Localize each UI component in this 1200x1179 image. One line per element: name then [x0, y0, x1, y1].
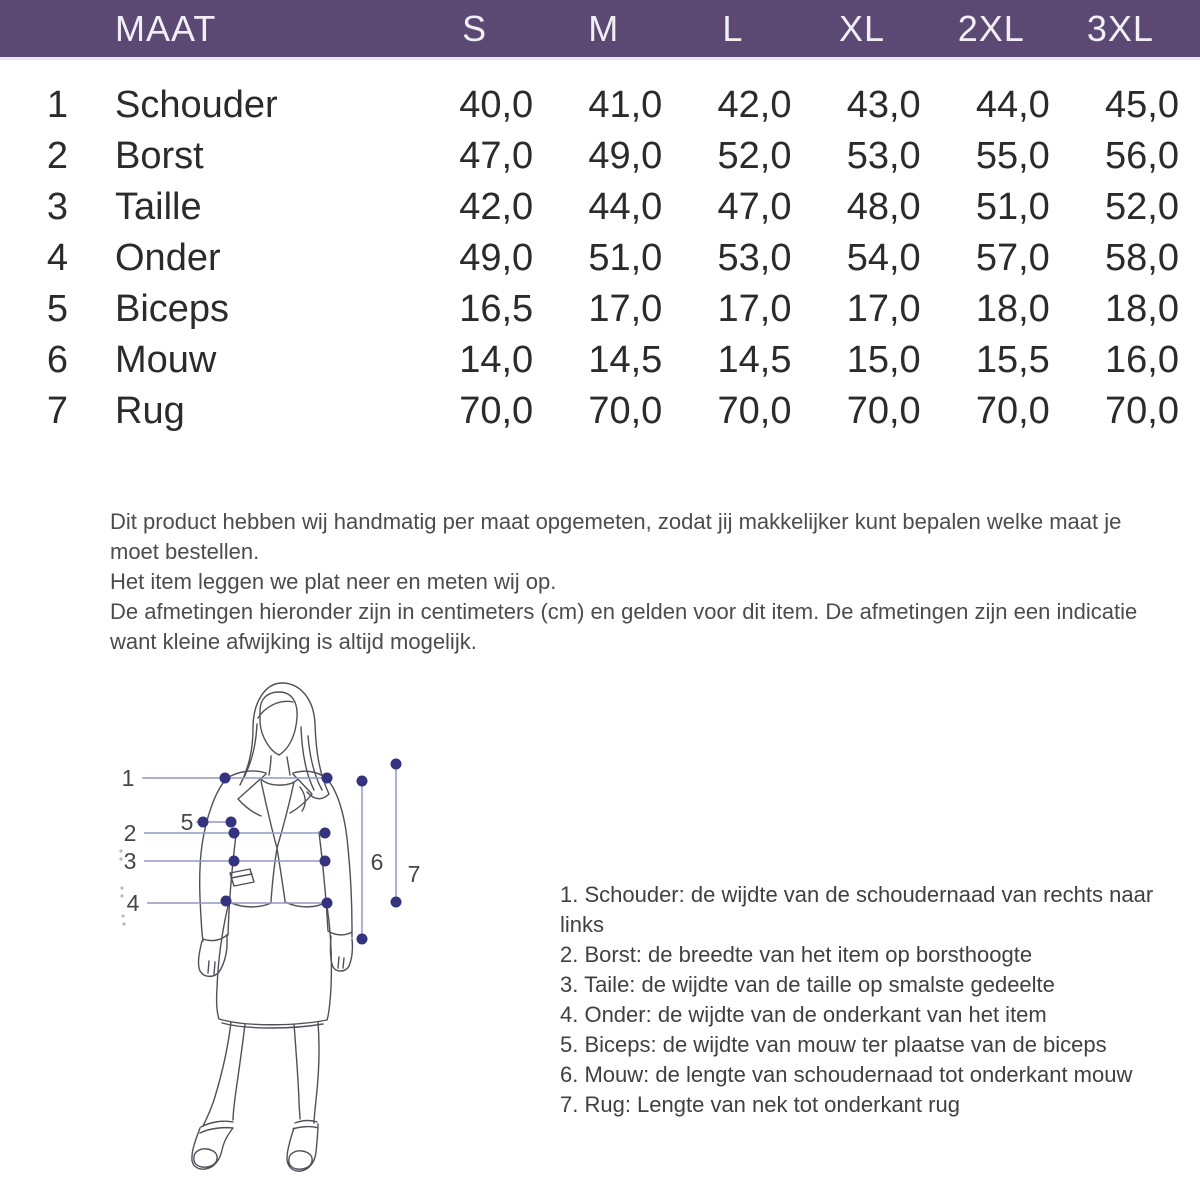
table-row-borst — [0, 131, 1185, 182]
cell-value: 55,0 — [975, 135, 1050, 177]
row-label: Borst — [115, 135, 204, 177]
measurement-legend — [560, 880, 1180, 1120]
cell-value: 58,0 — [1105, 237, 1179, 279]
woman-sketch — [192, 683, 352, 1171]
measure-dot — [229, 828, 240, 839]
cell-value: 57,0 — [975, 237, 1050, 279]
measure-label-7: 7 — [407, 861, 421, 887]
measure-dot — [357, 934, 368, 945]
size-table — [0, 80, 1185, 437]
cell-value: 53,0 — [846, 135, 921, 177]
measure-dot — [221, 896, 232, 907]
table-header-bar — [0, 0, 1200, 57]
measure-dot — [391, 759, 402, 770]
table-row-rug — [0, 386, 1185, 437]
measure-dot — [226, 817, 237, 828]
cell-value: 70,0 — [459, 390, 534, 432]
sketch-head — [240, 683, 329, 799]
legend-item-onder: 4. Onder: de wijdte van de onderkant van het item — [560, 1002, 1047, 1027]
faint-dot — [122, 922, 125, 925]
cell-value: 47,0 — [459, 135, 534, 177]
row-number: 3 — [46, 186, 69, 228]
table-row-onder — [0, 233, 1185, 284]
cell-value: 44,0 — [588, 186, 663, 228]
measurement-markers — [119, 759, 420, 945]
cell-value: 42,0 — [459, 186, 534, 228]
legend-item-taille: 3. Taile: de wijdte van de taille op smalste gedeelte — [560, 972, 1055, 997]
cell-value: 70,0 — [846, 390, 921, 432]
table-row-mouw — [0, 335, 1185, 386]
faint-dot — [120, 894, 123, 897]
measure-dot — [391, 897, 402, 908]
measure-label-5: 5 — [180, 809, 194, 835]
header-size-xl: XL — [839, 8, 886, 49]
cell-value: 49,0 — [588, 135, 663, 177]
sketch-shoes — [192, 1121, 318, 1172]
cell-value: 14,5 — [588, 339, 663, 381]
row-number: 6 — [46, 339, 69, 381]
measurement-figure — [90, 670, 480, 1179]
measure-label-6: 6 — [370, 849, 384, 875]
cell-value: 17,0 — [846, 288, 921, 330]
legend-item-biceps: 5. Biceps: de wijdte van mouw ter plaatse van de biceps — [560, 1032, 1107, 1057]
measure-dot — [320, 828, 331, 839]
cell-value: 56,0 — [1105, 135, 1179, 177]
header-size-3xl: 3XL — [1086, 8, 1154, 49]
row-number: 4 — [46, 237, 69, 279]
row-label: Taille — [115, 186, 202, 228]
header-maat-label: MAAT — [115, 8, 217, 49]
cell-value: 43,0 — [846, 84, 921, 126]
row-number: 2 — [46, 135, 69, 177]
faint-dot — [119, 857, 122, 860]
intro-paragraph-2: Het item leggen we plat neer en meten wij op. — [110, 569, 557, 594]
intro-text — [110, 507, 1170, 657]
row-number: 5 — [46, 288, 69, 330]
cell-value: 48,0 — [846, 186, 921, 228]
table-row-schouder — [0, 80, 1185, 131]
header-divider — [0, 57, 1200, 60]
header-number-spacer — [0, 0, 115, 57]
header-size-2xl: 2XL — [957, 8, 1025, 49]
row-label: Biceps — [115, 288, 230, 330]
header-size-s: S — [462, 8, 488, 49]
measure-label-4: 4 — [126, 890, 140, 916]
row-number: 1 — [46, 84, 69, 126]
cell-value: 70,0 — [975, 390, 1050, 432]
cell-value: 52,0 — [717, 135, 792, 177]
legend-item-schouder: 1. Schouder: de wijdte van de schoudernaad van rechts naar links — [560, 882, 1154, 937]
measure-dot — [357, 776, 368, 787]
legend-item-rug: 7. Rug: Lengte van nek tot onderkant rug — [560, 1092, 960, 1117]
table-row-biceps — [0, 284, 1185, 335]
cell-value: 45,0 — [1105, 84, 1179, 126]
header-size-m: M — [588, 8, 620, 49]
cell-value: 51,0 — [975, 186, 1050, 228]
cell-value: 14,0 — [459, 339, 534, 381]
row-label: Rug — [115, 390, 185, 432]
measure-dot — [229, 856, 240, 867]
faint-dot — [121, 914, 124, 917]
intro-paragraph-3: De afmetingen hieronder zijn in centimeters (cm) en gelden voor dit item. De afmetingen zijn een indicatie want kleine afwijking is altijd mogelijk. — [110, 599, 1138, 654]
cell-value: 18,0 — [975, 288, 1050, 330]
cell-value: 70,0 — [588, 390, 663, 432]
cell-value: 52,0 — [1105, 186, 1179, 228]
measure-label-2: 2 — [123, 820, 137, 846]
cell-value: 70,0 — [1105, 390, 1179, 432]
cell-value: 44,0 — [975, 84, 1050, 126]
cell-value: 42,0 — [717, 84, 792, 126]
faint-dot — [119, 849, 122, 852]
cell-value: 41,0 — [588, 84, 663, 126]
measure-label-1: 1 — [121, 765, 135, 791]
legend-item-mouw: 6. Mouw: de lengte van schoudernaad tot onderkant mouw — [560, 1062, 1133, 1087]
row-label: Schouder — [115, 84, 278, 126]
cell-value: 15,0 — [846, 339, 921, 381]
row-label: Onder — [115, 237, 221, 279]
cell-value: 54,0 — [846, 237, 921, 279]
measure-dot — [198, 817, 209, 828]
cell-value: 16,5 — [459, 288, 534, 330]
legend-item-borst: 2. Borst: de breedte van het item op borsthoogte — [560, 942, 1033, 967]
cell-value: 40,0 — [459, 84, 534, 126]
measure-dot — [322, 773, 333, 784]
row-label: Mouw — [115, 339, 217, 381]
header-size-l: L — [722, 8, 744, 49]
faint-dot — [120, 886, 123, 889]
table-row-taille — [0, 182, 1185, 233]
measure-dot — [322, 898, 333, 909]
row-number: 7 — [46, 390, 69, 432]
sketch-jacket — [200, 771, 352, 941]
intro-paragraph-1: Dit product hebben wij handmatig per maat opgemeten, zodat jij makkelijker kunt bepalen welke maat je moet bestellen. — [110, 509, 1122, 564]
measure-dot — [220, 773, 231, 784]
cell-value: 15,5 — [975, 339, 1050, 381]
cell-value: 51,0 — [588, 237, 663, 279]
sketch-skirt — [217, 906, 332, 1028]
cell-value: 17,0 — [717, 288, 792, 330]
cell-value: 16,0 — [1105, 339, 1179, 381]
cell-value: 18,0 — [1105, 288, 1179, 330]
measure-label-3: 3 — [123, 848, 137, 874]
cell-value: 49,0 — [459, 237, 534, 279]
cell-value: 14,5 — [717, 339, 792, 381]
cell-value: 17,0 — [588, 288, 663, 330]
cell-value: 47,0 — [717, 186, 792, 228]
cell-value: 53,0 — [717, 237, 792, 279]
cell-value: 70,0 — [717, 390, 792, 432]
measure-dot — [320, 856, 331, 867]
sketch-legs — [203, 1022, 319, 1126]
